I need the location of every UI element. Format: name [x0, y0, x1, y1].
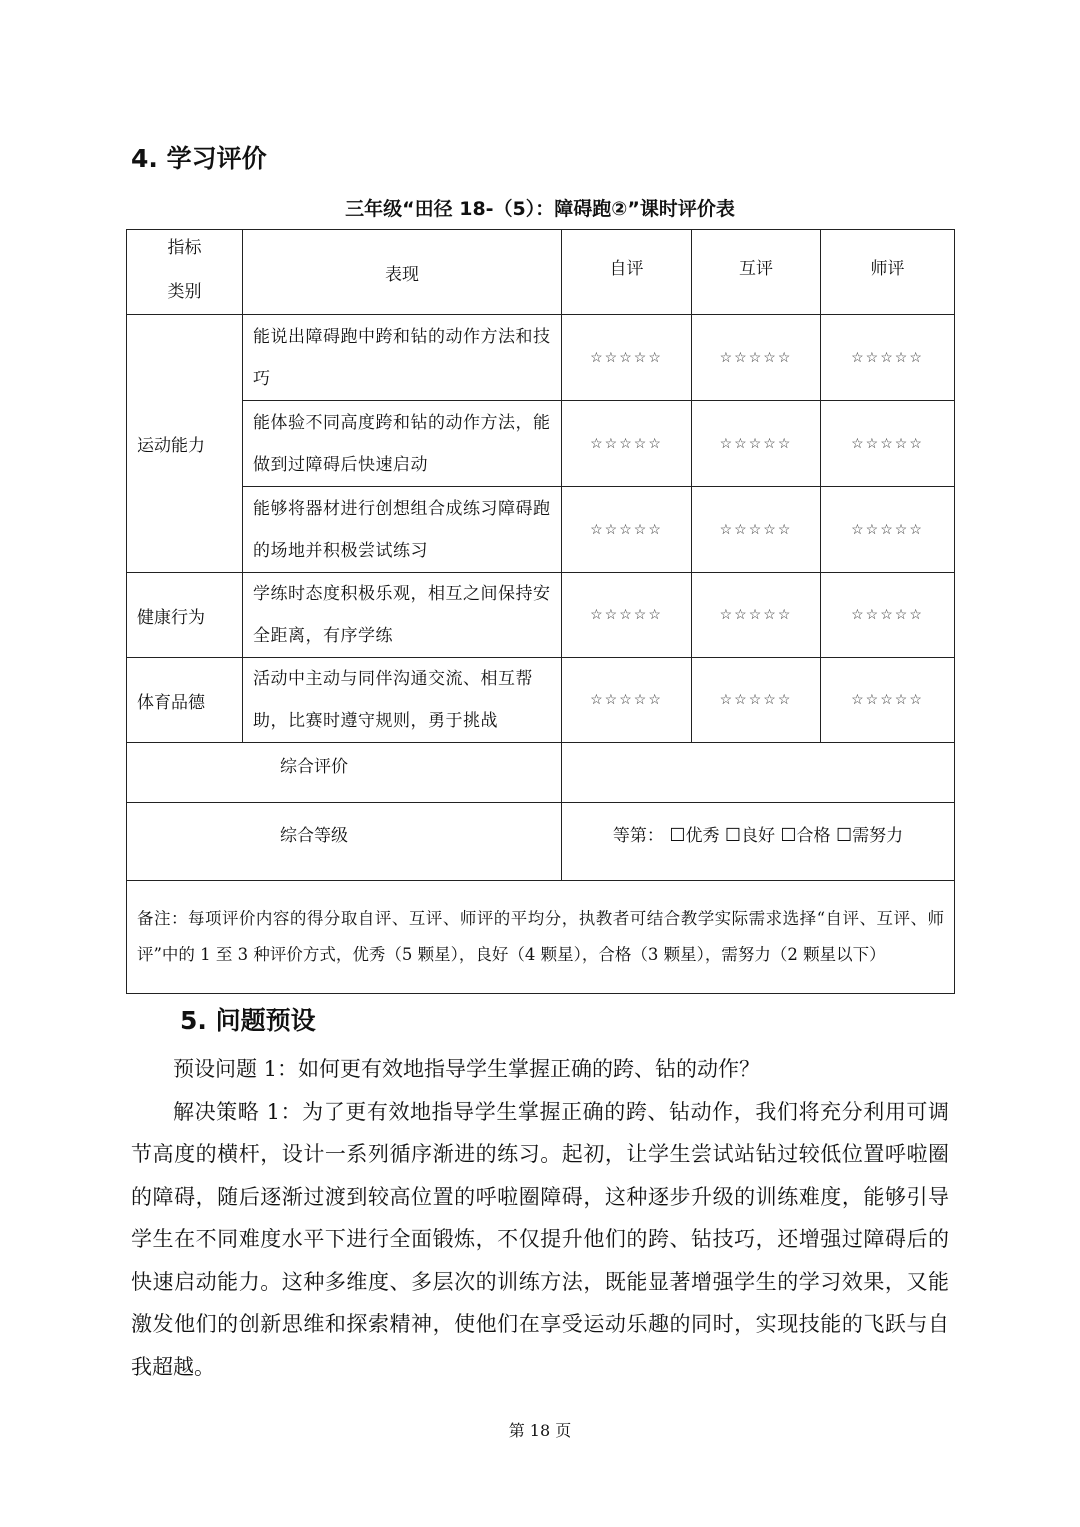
header-category [127, 230, 243, 315]
header-category-line1: 指标 [167, 238, 202, 258]
star-rating-self[interactable]: ☆☆☆☆☆ [562, 401, 692, 487]
checkbox-icon[interactable]: ☐ [835, 825, 853, 846]
star-rating-peer[interactable]: ☆☆☆☆☆ [692, 401, 821, 487]
grade-prefix: 等第： [612, 826, 664, 846]
overall-grade-label: 综合等级 [280, 826, 348, 846]
row-description: 活动中主动与同伴沟通交流、相互帮助，比赛时遵守规则，勇于挑战 [243, 658, 562, 743]
section-heading-problem-presets: 5. 问题预设 [180, 1006, 316, 1035]
evaluation-table [126, 229, 955, 994]
row-description: 能够将器材进行创想组合成练习障碍跑的场地并积极尝试练习 [243, 487, 562, 573]
star-rating-teacher[interactable]: ☆☆☆☆☆ [821, 658, 955, 743]
overall-grade-row [127, 803, 955, 881]
overall-evaluation-label-cell [127, 743, 562, 803]
table-row [127, 573, 955, 658]
star-rating-self[interactable]: ☆☆☆☆☆ [562, 658, 692, 743]
overall-evaluation-label: 综合评价 [280, 757, 348, 777]
star-rating-teacher[interactable]: ☆☆☆☆☆ [821, 573, 955, 658]
row-description: 能体验不同高度跨和钻的动作方法，能做到过障碍后快速启动 [243, 401, 562, 487]
grade-options-cell [562, 803, 955, 881]
header-peer-eval: 互评 [692, 230, 821, 315]
overall-evaluation-row [127, 743, 955, 803]
star-rating-teacher[interactable]: ☆☆☆☆☆ [821, 487, 955, 573]
grade-option-good[interactable]: ☐良好 [724, 825, 775, 846]
table-row [127, 658, 955, 743]
table-header-row [127, 230, 955, 315]
header-performance: 表现 [243, 230, 562, 315]
category-motor: 运动能力 [127, 315, 243, 573]
star-rating-teacher[interactable]: ☆☆☆☆☆ [821, 401, 955, 487]
grade-option-pass[interactable]: ☐合格 [780, 825, 831, 846]
page-number: 第 18 页 [508, 1421, 572, 1440]
checkbox-icon[interactable]: ☐ [780, 825, 797, 846]
table-title: 三年级“田径 18-（5）：障碍跑②”课时评价表 [345, 198, 735, 220]
paragraph: 预设问题 1：如何更有效地指导学生掌握正确的跨、钻的动作？ [173, 1057, 761, 1081]
overall-evaluation-value[interactable] [562, 743, 955, 803]
table-row [127, 487, 955, 573]
header-category-line2: 类别 [167, 282, 202, 302]
problem-presets-body [131, 1048, 949, 1388]
grade-option-excellent[interactable]: ☐优秀 [669, 825, 720, 846]
note-row [127, 881, 955, 994]
category-ethics: 体育品德 [127, 658, 243, 743]
row-description: 能说出障碍跑中跨和钻的动作方法和技巧 [243, 315, 562, 401]
star-rating-peer[interactable]: ☆☆☆☆☆ [692, 315, 821, 401]
category-health: 健康行为 [127, 573, 243, 658]
star-rating-teacher[interactable]: ☆☆☆☆☆ [821, 315, 955, 401]
overall-grade-label-cell [127, 803, 562, 881]
paragraph: 解决策略 1：为了更有效地指导学生掌握正确的跨、钻动作，我们将充分利用可调节高度的横杆，设计一系列循序渐进的练习。起初，让学生尝试站钻过较低位置呼啦圈的障碍，随后逐渐过渡到较高位置的呼啦圈障碍，这种逐步升级的训练难度，能够引导学生在不同难度水平下进行全面锻炼，不仅提升他们的跨、钻技巧，还增强过障碍后的快速启动能力。这种多维度、多层次的训练方法，既能显著增强学生的学习效果，又能激发他们的创新思维和探索精神，使他们在享受运动乐趣的同时，实现技能的飞跃与自我超越。 [131, 1099, 949, 1379]
checkbox-icon[interactable]: ☐ [669, 825, 686, 846]
star-rating-peer[interactable]: ☆☆☆☆☆ [692, 573, 821, 658]
header-self-eval: 自评 [562, 230, 692, 315]
grade-option-needs-effort[interactable]: ☐需努力 [835, 825, 904, 846]
checkbox-icon[interactable]: ☐ [724, 825, 741, 846]
star-rating-self[interactable]: ☆☆☆☆☆ [562, 315, 692, 401]
star-rating-peer[interactable]: ☆☆☆☆☆ [692, 658, 821, 743]
table-row [127, 315, 955, 401]
header-teacher-eval: 师评 [821, 230, 955, 315]
section-heading-evaluation: 4. 学习评价 [131, 144, 267, 173]
star-rating-self[interactable]: ☆☆☆☆☆ [562, 487, 692, 573]
star-rating-self[interactable]: ☆☆☆☆☆ [562, 573, 692, 658]
star-rating-peer[interactable]: ☆☆☆☆☆ [692, 487, 821, 573]
table-note: 备注：每项评价内容的得分取自评、互评、师评的平均分，执教者可结合教学实际需求选择“自评、互评、师评”中的 1 至 3 种评价方式，优秀（5 颗星），良好（4 颗星），合格（3 颗星），需努力（2 颗星以下） [127, 881, 955, 994]
row-description: 学练时态度积极乐观，相互之间保持安全距离，有序学练 [243, 573, 562, 658]
table-row [127, 401, 955, 487]
